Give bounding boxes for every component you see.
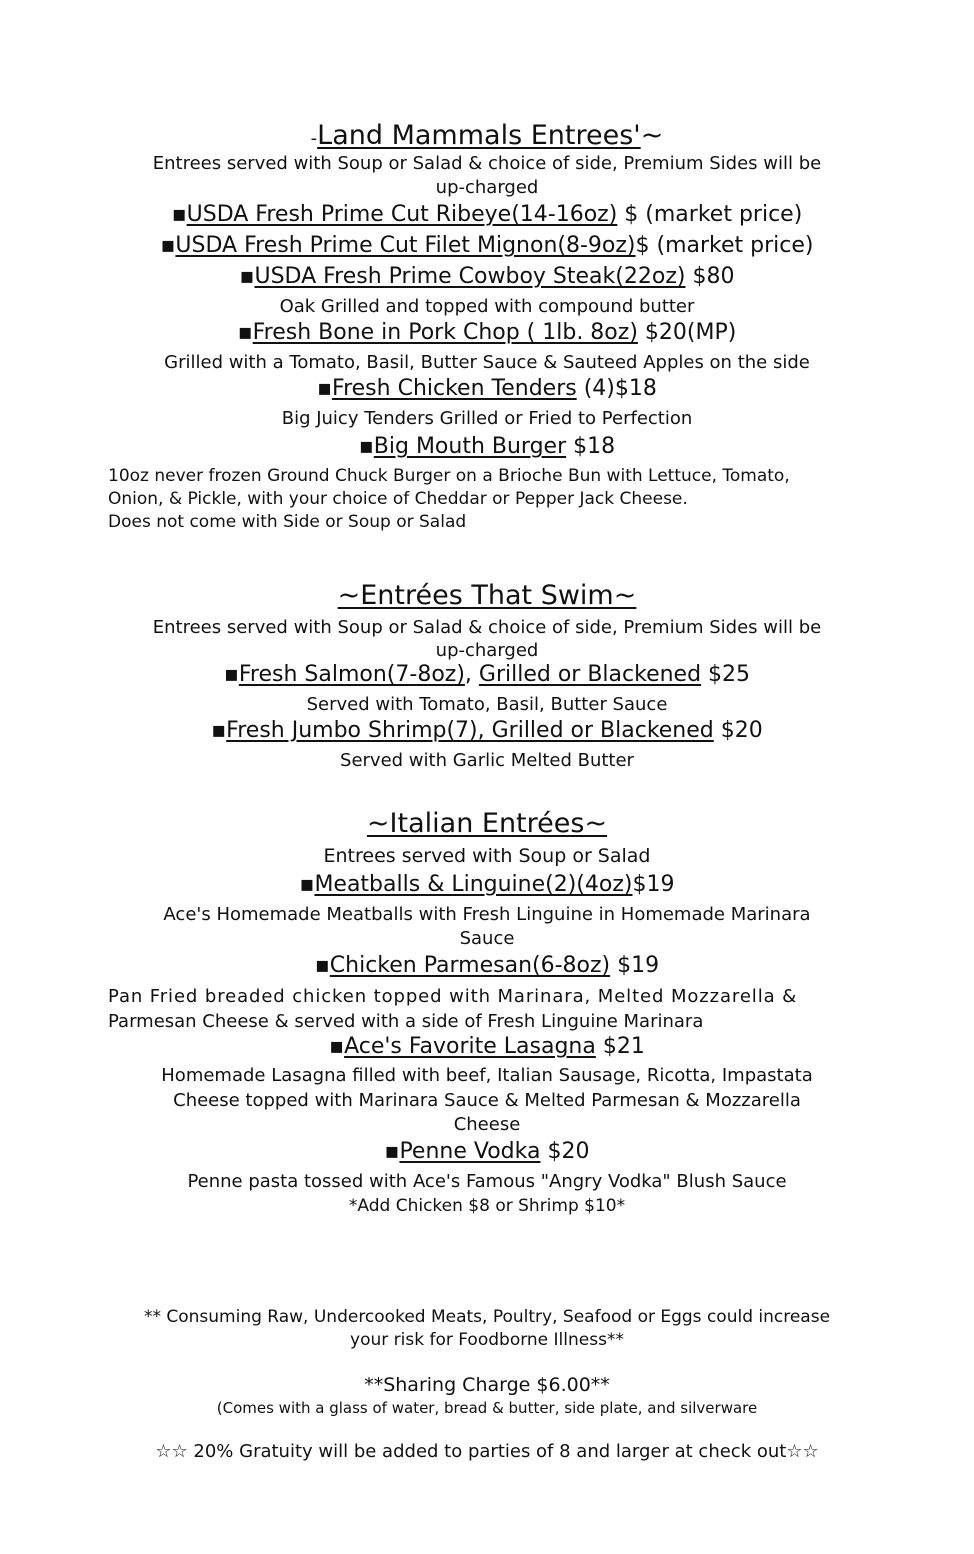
lasagna-price: $21 bbox=[595, 1034, 645, 1059]
italian-section-title: ~Italian Entrées~ bbox=[366, 808, 608, 839]
ribeye-price: $ (market price) bbox=[617, 202, 803, 227]
pork-name: Fresh Bone in Pork Chop ( 1lb. 8oz) bbox=[252, 320, 638, 345]
filet-price: $ (market price) bbox=[635, 233, 814, 258]
sharing-charge: **Sharing Charge $6.00** bbox=[364, 1374, 610, 1396]
burger-item: ▪Big Mouth Burger $18 bbox=[358, 434, 616, 459]
cowboy-item: ▪USDA Fresh Prime Cowboy Steak(22oz) $80 bbox=[239, 264, 735, 289]
filet-item: ▪USDA Fresh Prime Cut Filet Mignon(8-9oz)$ (market price) bbox=[160, 233, 814, 258]
swim-section-title: ~Entrées That Swim~ bbox=[337, 580, 637, 611]
lasagna-description: Homemade Lasagna filled with beef, Italian Sausage, Ricotta, Impastata bbox=[161, 1065, 813, 1086]
raw-food-warning-cont: your risk for Foodborne Illness** bbox=[350, 1330, 624, 1350]
swim-section-note: Entrees served with Soup or Salad & choice of side, Premium Sides will be bbox=[152, 617, 822, 638]
penne-name: Penne Vodka bbox=[399, 1139, 541, 1164]
tenders-name: Fresh Chicken Tenders bbox=[332, 376, 577, 401]
lasagna-description-cont: Cheese topped with Marinara Sauce & Melted Parmesan & Mozzarella bbox=[173, 1090, 801, 1111]
parm-item: ▪Chicken Parmesan(6-8oz) $19 bbox=[314, 953, 660, 978]
tenders-price: (4)$18 bbox=[576, 376, 657, 401]
salmon-price: $25 bbox=[701, 662, 751, 687]
penne-price: $20 bbox=[540, 1139, 590, 1164]
burger-price: $18 bbox=[566, 434, 616, 459]
meatballs-name: Meatballs & Linguine(2)(4oz) bbox=[314, 872, 633, 897]
land-section-title: -Land Mammals Entrees'~ bbox=[310, 120, 664, 151]
filet-name: USDA Fresh Prime Cut Filet Mignon(8-9oz) bbox=[175, 233, 636, 258]
land-section-note: Entrees served with Soup or Salad & choice of side, Premium Sides will be bbox=[152, 153, 822, 174]
ribeye-item: ▪USDA Fresh Prime Cut Ribeye(14-16oz) $ (market price) bbox=[171, 202, 803, 227]
pork-description: Grilled with a Tomato, Basil, Butter Sauce & Sauteed Apples on the side bbox=[164, 352, 810, 373]
shrimp-item: ▪Fresh Jumbo Shrimp(7), Grilled or Blackened $20 bbox=[211, 718, 763, 743]
gratuity-notice: ☆☆ 20% Gratuity will be added to parties of 8 and larger at check out☆☆ bbox=[155, 1441, 819, 1462]
cowboy-description: Oak Grilled and topped with compound butter bbox=[279, 296, 695, 317]
shrimp-description: Served with Garlic Melted Butter bbox=[340, 750, 634, 771]
meatballs-price: $19 bbox=[632, 872, 675, 897]
parm-name: Chicken Parmesan(6-8oz) bbox=[329, 953, 611, 978]
pork-item: ▪Fresh Bone in Pork Chop ( 1lb. 8oz) $20(MP) bbox=[237, 320, 737, 345]
ribeye-name: USDA Fresh Prime Cut Ribeye(14-16oz) bbox=[186, 202, 618, 227]
penne-description: Penne pasta tossed with Ace's Famous "Angry Vodka" Blush Sauce bbox=[187, 1171, 787, 1192]
pork-price: $20(MP) bbox=[637, 320, 737, 345]
lasagna-description-end: Cheese bbox=[453, 1114, 521, 1135]
land-section-note-cont: up-charged bbox=[435, 177, 539, 198]
meatballs-description: Ace's Homemade Meatballs with Fresh Linguine in Homemade Marinara bbox=[163, 904, 811, 925]
meatballs-description-cont: Sauce bbox=[459, 928, 515, 949]
cowboy-name: USDA Fresh Prime Cowboy Steak(22oz) bbox=[254, 264, 686, 289]
penne-addon-note: *Add Chicken $8 or Shrimp $10* bbox=[348, 1196, 626, 1216]
parm-price: $19 bbox=[610, 953, 660, 978]
swim-section-note-cont: up-charged bbox=[435, 640, 539, 661]
tenders-description: Big Juicy Tenders Grilled or Fried to Perfection bbox=[281, 408, 693, 429]
cowboy-price: $80 bbox=[685, 264, 735, 289]
salmon-item: ▪Fresh Salmon(7-8oz), Grilled or Blackened $25 bbox=[223, 662, 751, 687]
salmon-name: Fresh Salmon(7-8oz) bbox=[238, 662, 465, 687]
parm-description: Pan Fried breaded chicken topped with Marinara, Melted Mozzarella & Parmesan Cheese & served with a side of Fresh Linguine Marinara bbox=[108, 986, 798, 1032]
tenders-item: ▪Fresh Chicken Tenders (4)$18 bbox=[317, 376, 657, 401]
lasagna-item: ▪Ace's Favorite Lasagna $21 bbox=[329, 1034, 645, 1059]
italian-section-note: Entrees served with Soup or Salad bbox=[323, 845, 651, 867]
shrimp-name: Fresh Jumbo Shrimp(7), Grilled or Blackened bbox=[226, 718, 714, 743]
burger-description: 10oz never frozen Ground Chuck Burger on a Brioche Bun with Lettuce, Tomato, Onion, & Pickle, with your choice of Cheddar or Pepper Jack Cheese. Does not come with Side or Soup or Salad bbox=[108, 466, 790, 532]
lasagna-name: Ace's Favorite Lasagna bbox=[344, 1034, 596, 1059]
burger-name: Big Mouth Burger bbox=[373, 434, 567, 459]
raw-food-warning: ** Consuming Raw, Undercooked Meats, Poultry, Seafood or Eggs could increase bbox=[143, 1307, 831, 1327]
meatballs-item: ▪Meatballs & Linguine(2)(4oz)$19 bbox=[299, 872, 675, 897]
salmon-description: Served with Tomato, Basil, Butter Sauce bbox=[306, 694, 668, 715]
sharing-charge-note: (Comes with a glass of water, bread & butter, side plate, and silverware bbox=[216, 1399, 758, 1417]
penne-item: ▪Penne Vodka $20 bbox=[384, 1139, 590, 1164]
shrimp-price: $20 bbox=[713, 718, 763, 743]
